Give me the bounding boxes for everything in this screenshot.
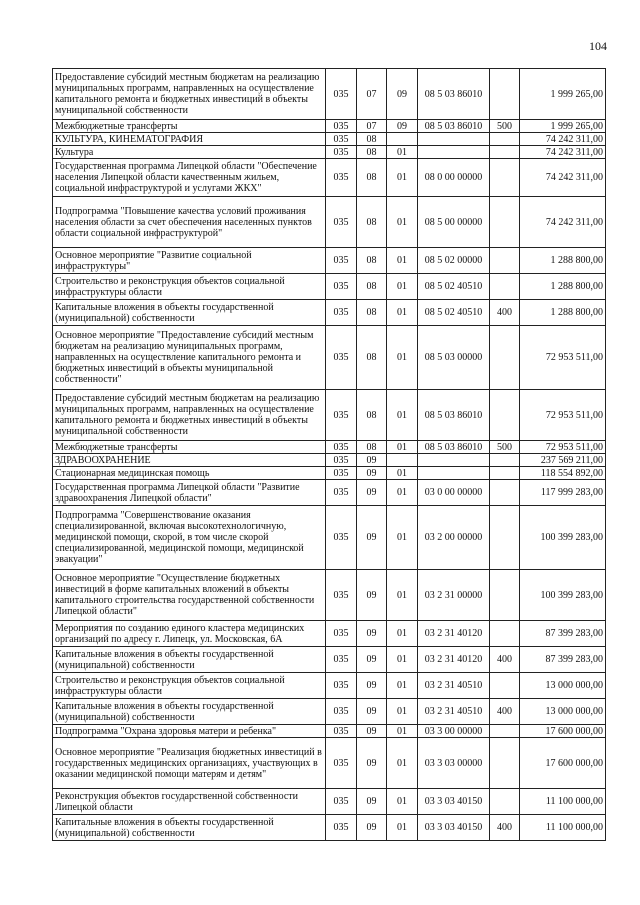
item-name-cell: Подпрограмма "Охрана здоровья матери и ребенка" bbox=[53, 725, 326, 738]
expense-type-cell: 500 bbox=[490, 441, 520, 454]
amount-cell: 1 288 800,00 bbox=[520, 274, 606, 300]
subsection-code-cell: 01 bbox=[387, 197, 418, 248]
table-row bbox=[53, 248, 606, 274]
table-row bbox=[53, 159, 606, 197]
expense-type-cell: 400 bbox=[490, 300, 520, 326]
expense-type-cell bbox=[490, 480, 520, 506]
expense-type-cell bbox=[490, 570, 520, 621]
target-article-cell: 03 2 31 00000 bbox=[418, 570, 490, 621]
target-article-cell: 08 0 00 00000 bbox=[418, 159, 490, 197]
table-row bbox=[53, 647, 606, 673]
section-code-cell: 09 bbox=[357, 454, 387, 467]
admin-code-cell: 035 bbox=[326, 326, 357, 390]
expense-type-cell bbox=[490, 789, 520, 815]
section-code-cell: 08 bbox=[357, 274, 387, 300]
table-row bbox=[53, 699, 606, 725]
table-row bbox=[53, 506, 606, 570]
subsection-code-cell: 01 bbox=[387, 647, 418, 673]
item-name-cell: Межбюджетные трансферты bbox=[53, 120, 326, 133]
item-name-cell: Основное мероприятие "Реализация бюджетных инвестиций в государственных медицинских организациях, участвующих в оказании медицинской помощи матерям и детям" bbox=[53, 738, 326, 789]
section-code-cell: 07 bbox=[357, 69, 387, 120]
amount-cell: 87 399 283,00 bbox=[520, 647, 606, 673]
target-article-cell bbox=[418, 467, 490, 480]
target-article-cell: 08 5 03 86010 bbox=[418, 120, 490, 133]
item-name-cell: Подпрограмма "Повышение качества условий проживания населения области за счет обеспечения населенных пунктов области социальной инфраструктурой" bbox=[53, 197, 326, 248]
item-name-cell: Капитальные вложения в объекты государственной (муниципальной) собственности bbox=[53, 647, 326, 673]
section-code-cell: 09 bbox=[357, 621, 387, 647]
table-row bbox=[53, 673, 606, 699]
item-name-cell: Реконструкция объектов государственной собственности Липецкой области bbox=[53, 789, 326, 815]
item-name-cell: Капитальные вложения в объекты государственной (муниципальной) собственности bbox=[53, 815, 326, 841]
expense-type-cell: 400 bbox=[490, 699, 520, 725]
admin-code-cell: 035 bbox=[326, 300, 357, 326]
expense-type-cell: 500 bbox=[490, 120, 520, 133]
admin-code-cell: 035 bbox=[326, 120, 357, 133]
subsection-code-cell: 01 bbox=[387, 300, 418, 326]
subsection-code-cell: 01 bbox=[387, 789, 418, 815]
table-row bbox=[53, 570, 606, 621]
subsection-code-cell: 01 bbox=[387, 725, 418, 738]
table-row bbox=[53, 815, 606, 841]
item-name-cell: ЗДРАВООХРАНЕНИЕ bbox=[53, 454, 326, 467]
subsection-code-cell bbox=[387, 133, 418, 146]
section-code-cell: 08 bbox=[357, 133, 387, 146]
item-name-cell: Предоставление субсидий местным бюджетам на реализацию муниципальных программ, направленных на осуществление капитального ремонта и бюджетных инвестиций в объекты муниципальной собственности bbox=[53, 390, 326, 441]
expense-type-cell: 400 bbox=[490, 647, 520, 673]
subsection-code-cell: 01 bbox=[387, 390, 418, 441]
table-row bbox=[53, 197, 606, 248]
item-name-cell: Культура bbox=[53, 146, 326, 159]
table-row bbox=[53, 454, 606, 467]
target-article-cell: 03 2 31 40120 bbox=[418, 621, 490, 647]
target-article-cell: 08 5 03 00000 bbox=[418, 326, 490, 390]
subsection-code-cell: 01 bbox=[387, 506, 418, 570]
table-row bbox=[53, 390, 606, 441]
target-article-cell: 08 5 02 40510 bbox=[418, 300, 490, 326]
item-name-cell: Строительство и реконструкция объектов социальной инфраструктуры области bbox=[53, 274, 326, 300]
amount-cell: 117 999 283,00 bbox=[520, 480, 606, 506]
item-name-cell: Капитальные вложения в объекты государственной (муниципальной) собственности bbox=[53, 699, 326, 725]
section-code-cell: 08 bbox=[357, 146, 387, 159]
expense-type-cell: 400 bbox=[490, 815, 520, 841]
amount-cell: 74 242 311,00 bbox=[520, 133, 606, 146]
section-code-cell: 08 bbox=[357, 197, 387, 248]
subsection-code-cell: 01 bbox=[387, 673, 418, 699]
item-name-cell: Капитальные вложения в объекты государственной (муниципальной) собственности bbox=[53, 300, 326, 326]
subsection-code-cell: 01 bbox=[387, 621, 418, 647]
expense-type-cell bbox=[490, 197, 520, 248]
target-article-cell bbox=[418, 133, 490, 146]
expense-type-cell bbox=[490, 506, 520, 570]
amount-cell: 72 953 511,00 bbox=[520, 390, 606, 441]
table-row bbox=[53, 146, 606, 159]
item-name-cell: Основное мероприятие "Предоставление субсидий местным бюджетам на реализацию муниципальных программ, направленных на осуществление капитального ремонта и бюджетных инвестиций в объекты муниципальной собственности" bbox=[53, 326, 326, 390]
item-name-cell: Межбюджетные трансферты bbox=[53, 441, 326, 454]
section-code-cell: 09 bbox=[357, 480, 387, 506]
target-article-cell: 08 5 03 86010 bbox=[418, 69, 490, 120]
admin-code-cell: 035 bbox=[326, 673, 357, 699]
admin-code-cell: 035 bbox=[326, 789, 357, 815]
target-article-cell: 03 3 03 40150 bbox=[418, 789, 490, 815]
table-row bbox=[53, 326, 606, 390]
admin-code-cell: 035 bbox=[326, 159, 357, 197]
table-row bbox=[53, 480, 606, 506]
target-article-cell bbox=[418, 146, 490, 159]
target-article-cell: 03 0 00 00000 bbox=[418, 480, 490, 506]
item-name-cell: Государственная программа Липецкой области "Обеспечение населения Липецкой области качественным жильем, социальной инфраструктурой и услугами ЖКХ" bbox=[53, 159, 326, 197]
subsection-code-cell: 01 bbox=[387, 738, 418, 789]
amount-cell: 13 000 000,00 bbox=[520, 673, 606, 699]
subsection-code-cell: 01 bbox=[387, 441, 418, 454]
section-code-cell: 09 bbox=[357, 467, 387, 480]
subsection-code-cell: 01 bbox=[387, 699, 418, 725]
amount-cell: 11 100 000,00 bbox=[520, 815, 606, 841]
amount-cell: 1 999 265,00 bbox=[520, 69, 606, 120]
amount-cell: 1 288 800,00 bbox=[520, 300, 606, 326]
section-code-cell: 08 bbox=[357, 326, 387, 390]
item-name-cell: КУЛЬТУРА, КИНЕМАТОГРАФИЯ bbox=[53, 133, 326, 146]
amount-cell: 17 600 000,00 bbox=[520, 738, 606, 789]
expense-type-cell bbox=[490, 621, 520, 647]
expense-type-cell bbox=[490, 454, 520, 467]
admin-code-cell: 035 bbox=[326, 197, 357, 248]
admin-code-cell: 035 bbox=[326, 467, 357, 480]
admin-code-cell: 035 bbox=[326, 133, 357, 146]
expense-type-cell bbox=[490, 159, 520, 197]
budget-table-body bbox=[53, 69, 606, 841]
target-article-cell: 08 5 02 40510 bbox=[418, 274, 490, 300]
section-code-cell: 09 bbox=[357, 699, 387, 725]
table-row bbox=[53, 441, 606, 454]
amount-cell: 87 399 283,00 bbox=[520, 621, 606, 647]
amount-cell: 17 600 000,00 bbox=[520, 725, 606, 738]
amount-cell: 1 999 265,00 bbox=[520, 120, 606, 133]
target-article-cell: 03 2 00 00000 bbox=[418, 506, 490, 570]
target-article-cell: 08 5 02 00000 bbox=[418, 248, 490, 274]
section-code-cell: 09 bbox=[357, 815, 387, 841]
admin-code-cell: 035 bbox=[326, 69, 357, 120]
table-row bbox=[53, 133, 606, 146]
expense-type-cell bbox=[490, 146, 520, 159]
admin-code-cell: 035 bbox=[326, 146, 357, 159]
item-name-cell: Стационарная медицинская помощь bbox=[53, 467, 326, 480]
amount-cell: 1 288 800,00 bbox=[520, 248, 606, 274]
section-code-cell: 08 bbox=[357, 248, 387, 274]
section-code-cell: 08 bbox=[357, 390, 387, 441]
item-name-cell: Основное мероприятие "Развитие социальной инфраструктуры" bbox=[53, 248, 326, 274]
admin-code-cell: 035 bbox=[326, 570, 357, 621]
section-code-cell: 09 bbox=[357, 570, 387, 621]
table-row bbox=[53, 274, 606, 300]
expense-type-cell bbox=[490, 274, 520, 300]
amount-cell: 237 569 211,00 bbox=[520, 454, 606, 467]
section-code-cell: 08 bbox=[357, 159, 387, 197]
section-code-cell: 09 bbox=[357, 647, 387, 673]
subsection-code-cell: 01 bbox=[387, 815, 418, 841]
expense-type-cell bbox=[490, 133, 520, 146]
admin-code-cell: 035 bbox=[326, 274, 357, 300]
table-row bbox=[53, 789, 606, 815]
item-name-cell: Строительство и реконструкция объектов социальной инфраструктуры области bbox=[53, 673, 326, 699]
section-code-cell: 09 bbox=[357, 725, 387, 738]
admin-code-cell: 035 bbox=[326, 390, 357, 441]
section-code-cell: 09 bbox=[357, 506, 387, 570]
expense-type-cell bbox=[490, 390, 520, 441]
admin-code-cell: 035 bbox=[326, 647, 357, 673]
admin-code-cell: 035 bbox=[326, 815, 357, 841]
table-row bbox=[53, 738, 606, 789]
section-code-cell: 09 bbox=[357, 673, 387, 699]
amount-cell: 74 242 311,00 bbox=[520, 159, 606, 197]
subsection-code-cell: 01 bbox=[387, 274, 418, 300]
admin-code-cell: 035 bbox=[326, 248, 357, 274]
subsection-code-cell bbox=[387, 454, 418, 467]
subsection-code-cell: 01 bbox=[387, 146, 418, 159]
section-code-cell: 08 bbox=[357, 441, 387, 454]
subsection-code-cell: 09 bbox=[387, 120, 418, 133]
expense-type-cell bbox=[490, 673, 520, 699]
section-code-cell: 09 bbox=[357, 789, 387, 815]
amount-cell: 100 399 283,00 bbox=[520, 570, 606, 621]
expense-type-cell bbox=[490, 69, 520, 120]
subsection-code-cell: 01 bbox=[387, 467, 418, 480]
amount-cell: 74 242 311,00 bbox=[520, 197, 606, 248]
amount-cell: 74 242 311,00 bbox=[520, 146, 606, 159]
expense-type-cell bbox=[490, 326, 520, 390]
amount-cell: 100 399 283,00 bbox=[520, 506, 606, 570]
subsection-code-cell: 01 bbox=[387, 326, 418, 390]
amount-cell: 72 953 511,00 bbox=[520, 326, 606, 390]
subsection-code-cell: 01 bbox=[387, 570, 418, 621]
target-article-cell: 03 2 31 40510 bbox=[418, 699, 490, 725]
table-row bbox=[53, 467, 606, 480]
subsection-code-cell: 01 bbox=[387, 159, 418, 197]
target-article-cell: 08 5 00 00000 bbox=[418, 197, 490, 248]
admin-code-cell: 035 bbox=[326, 725, 357, 738]
section-code-cell: 07 bbox=[357, 120, 387, 133]
target-article-cell: 03 3 03 00000 bbox=[418, 738, 490, 789]
table-row bbox=[53, 69, 606, 120]
item-name-cell: Подпрограмма "Совершенствование оказания специализированной, включая высокотехнологичную, медицинской помощи, скорой, в том числе скорой специализированной, медицинской помощи, медицинской эвакуации" bbox=[53, 506, 326, 570]
item-name-cell: Основное мероприятие "Осуществление бюджетных инвестиций в форме капитальных вложений в объекты капитального строительства государственной собственности Липецкой области" bbox=[53, 570, 326, 621]
amount-cell: 72 953 511,00 bbox=[520, 441, 606, 454]
table-row bbox=[53, 300, 606, 326]
target-article-cell: 08 5 03 86010 bbox=[418, 441, 490, 454]
item-name-cell: Предоставление субсидий местным бюджетам на реализацию муниципальных программ, направленных на осуществление капитального ремонта и бюджетных инвестиций в объекты муниципальной собственности bbox=[53, 69, 326, 120]
subsection-code-cell: 09 bbox=[387, 69, 418, 120]
page-number: 104 bbox=[589, 39, 607, 53]
table-row bbox=[53, 621, 606, 647]
table-row bbox=[53, 725, 606, 738]
target-article-cell: 03 3 03 40150 bbox=[418, 815, 490, 841]
item-name-cell: Государственная программа Липецкой области "Развитие здравоохранения Липецкой области" bbox=[53, 480, 326, 506]
subsection-code-cell: 01 bbox=[387, 480, 418, 506]
target-article-cell bbox=[418, 454, 490, 467]
amount-cell: 118 554 892,00 bbox=[520, 467, 606, 480]
expense-type-cell bbox=[490, 467, 520, 480]
item-name-cell: Мероприятия по созданию единого кластера медицинских организаций по адресу г. Липецк, ул. Московская, 6А bbox=[53, 621, 326, 647]
budget-table bbox=[52, 68, 606, 841]
target-article-cell: 08 5 03 86010 bbox=[418, 390, 490, 441]
expense-type-cell bbox=[490, 738, 520, 789]
target-article-cell: 03 3 00 00000 bbox=[418, 725, 490, 738]
expense-type-cell bbox=[490, 725, 520, 738]
subsection-code-cell: 01 bbox=[387, 248, 418, 274]
target-article-cell: 03 2 31 40120 bbox=[418, 647, 490, 673]
admin-code-cell: 035 bbox=[326, 480, 357, 506]
admin-code-cell: 035 bbox=[326, 621, 357, 647]
table-row bbox=[53, 120, 606, 133]
expense-type-cell bbox=[490, 248, 520, 274]
section-code-cell: 09 bbox=[357, 738, 387, 789]
amount-cell: 13 000 000,00 bbox=[520, 699, 606, 725]
admin-code-cell: 035 bbox=[326, 738, 357, 789]
admin-code-cell: 035 bbox=[326, 454, 357, 467]
admin-code-cell: 035 bbox=[326, 441, 357, 454]
section-code-cell: 08 bbox=[357, 300, 387, 326]
admin-code-cell: 035 bbox=[326, 506, 357, 570]
amount-cell: 11 100 000,00 bbox=[520, 789, 606, 815]
target-article-cell: 03 2 31 40510 bbox=[418, 673, 490, 699]
admin-code-cell: 035 bbox=[326, 699, 357, 725]
